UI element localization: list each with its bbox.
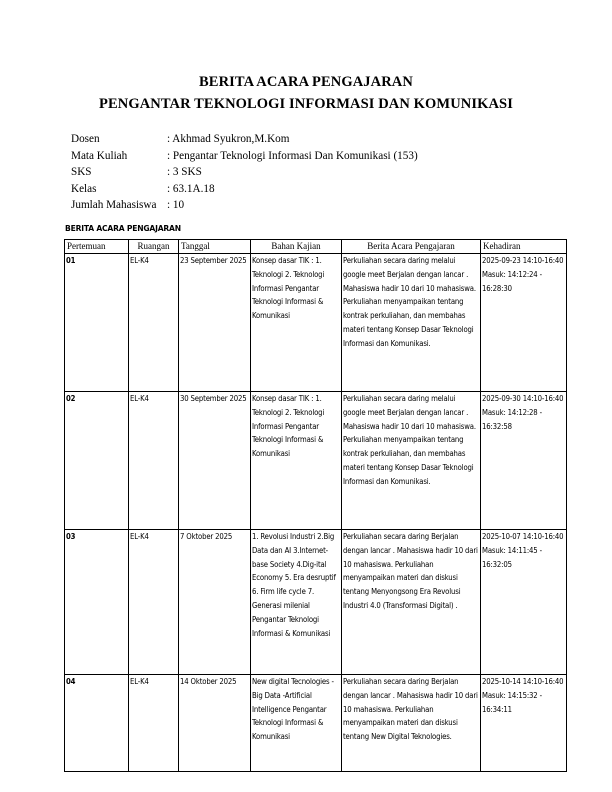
info-row-sks (71, 164, 418, 181)
teaching-log-table (64, 239, 567, 772)
cell-ruangan: EL-K4 (129, 254, 179, 392)
info-value: : 3 SKS (167, 166, 202, 179)
cell-tanggal: 7 Oktober 2025 (179, 530, 251, 675)
table-row (65, 675, 567, 772)
column-header: Ruangan (129, 240, 179, 254)
info-row-dosen (71, 131, 418, 148)
cell-pertemuan: 03 (65, 530, 129, 675)
column-header: Kehadiran (481, 240, 567, 254)
cell-ruangan: EL-K4 (129, 530, 179, 675)
info-label: Kelas (71, 182, 97, 195)
column-header: Berita Acara Pengajaran (342, 240, 481, 254)
table-row (65, 530, 567, 675)
cell-pertemuan: 02 (65, 392, 129, 530)
cell-tanggal: 23 September 2025 (179, 254, 251, 392)
info-label: Jumlah Mahasiswa (71, 199, 157, 212)
info-row-mata-kuliah (71, 148, 418, 165)
cell-tanggal: 30 September 2025 (179, 392, 251, 530)
cell-ruangan: EL-K4 (129, 392, 179, 530)
course-title: PENGANTAR TEKNOLOGI INFORMASI DAN KOMUNIKASI (99, 96, 513, 112)
info-value: : 10 (167, 199, 185, 212)
cell-kehadiran: 2025-10-14 14:10-16:40 Masuk: 14:15:32 - 16:34:11 (481, 675, 567, 772)
section-title: BERITA ACARA PENGAJARAN (65, 224, 181, 233)
table-header-row (65, 240, 567, 254)
cell-berita-acara: Perkuliahan secara daring melalui google meet Berjalan dengan lancar . Mahasiswa hadir 10 dari 10 mahasiswa. Perkuliahan menyampaikan tentang kontrak perkuliahan, dan membahas materi tentang Konsep Dasar Teknologi Informasi dan Komunikasi. (342, 254, 481, 392)
table-row (65, 254, 567, 392)
cell-bahan-kajian: 1. Revolusi Industri 2.Big Data dan AI 3.Internet-base Society 4.Dig-ital Economy 5. Era desruptif 6. Firm life cycle 7. Generasi milenial Pengantar Teknologi Informasi & Komunikasi (251, 530, 342, 675)
cell-berita-acara: Perkuliahan secara daring melalui google meet Berjalan dengan lancar . Mahasiswa hadir 10 dari 10 mahasiswa. Perkuliahan menyampaikan tentang kontrak perkuliahan, dan membahas materi tentang Konsep Dasar Teknologi Informasi dan Komunikasi. (342, 392, 481, 530)
cell-pertemuan: 04 (65, 675, 129, 772)
cell-berita-acara: Perkuliahan secara daring Berjalan dengan lancar . Mahasiswa hadir 10 dari 10 mahasiswa. Perkuliahan menyampaikan materi dan diskusi tentang New Digital Teknologies. (342, 675, 481, 772)
cell-ruangan: EL-K4 (129, 675, 179, 772)
cell-tanggal: 14 Oktober 2025 (179, 675, 251, 772)
course-info (71, 131, 418, 214)
info-label: SKS (71, 166, 92, 179)
cell-kehadiran: 2025-09-23 14:10-16:40 Masuk: 14:12:24 - 16:28:30 (481, 254, 567, 392)
column-header: Pertemuan (65, 240, 129, 254)
cell-pertemuan: 01 (65, 254, 129, 392)
info-label: Dosen (71, 133, 100, 145)
cell-kehadiran: 2025-10-07 14:10-16:40 Masuk: 14:11:45 - 16:32:05 (481, 530, 567, 675)
cell-bahan-kajian: Konsep dasar TIK : 1. Teknologi 2. Teknologi Informasi Pengantar Teknologi Informasi & Komunikasi (251, 254, 342, 392)
info-row-kelas (71, 181, 418, 198)
cell-berita-acara: Perkuliahan secara daring Berjalan dengan lancar . Mahasiswa hadir 10 dari 10 mahasiswa. Perkuliahan menyampaikan materi dan diskusi tentang Menyongsong Era Revolusi Industri 4.0 (Transformasi Digital) . (342, 530, 481, 675)
column-header: Tanggal (179, 240, 251, 254)
info-row-jumlah-mahasiswa (71, 197, 418, 214)
info-value: : 63.1A.18 (167, 182, 215, 195)
cell-bahan-kajian: Konsep dasar TIK : 1. Teknologi 2. Teknologi Informasi Pengantar Teknologi Informasi & Komunikasi (251, 392, 342, 530)
column-header: Bahan Kajian (251, 240, 342, 254)
info-value: : Pengantar Teknologi Informasi Dan Komunikasi (153) (167, 149, 418, 162)
cell-bahan-kajian: New digital Tecnologies -Big Data -Artificial Intelligence Pengantar Teknologi Informasi & Komunikasi (251, 675, 342, 772)
table-row (65, 392, 567, 530)
document-title: BERITA ACARA PENGAJARAN (199, 74, 413, 90)
info-value: : Akhmad Syukron,M.Kom (167, 133, 290, 145)
info-label: Mata Kuliah (71, 149, 128, 162)
cell-kehadiran: 2025-09-30 14:10-16:40 Masuk: 14:12:28 - 16:32:58 (481, 392, 567, 530)
